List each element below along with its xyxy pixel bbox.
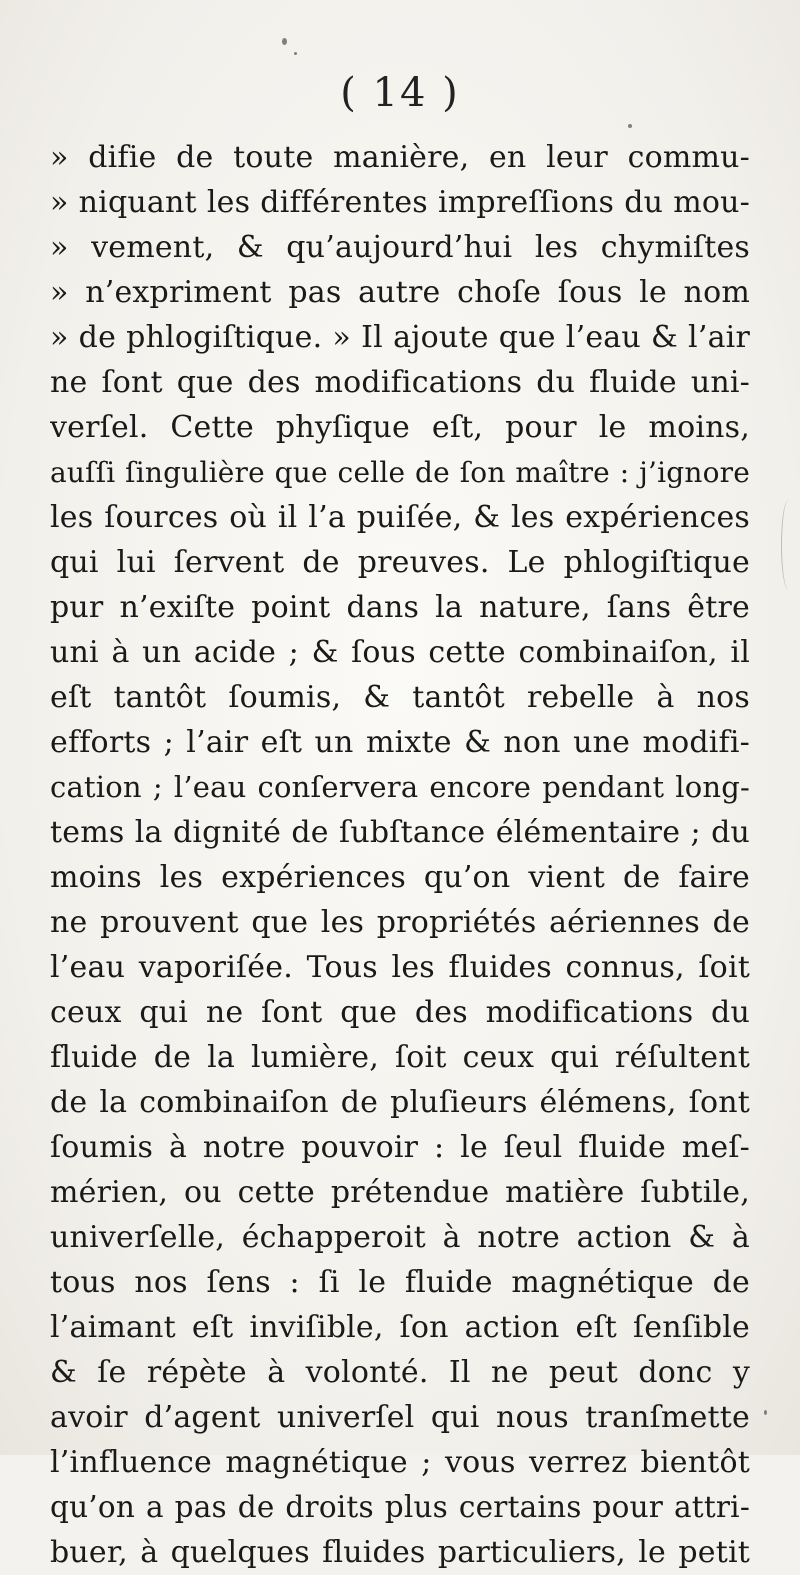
text-line: pur n’exiſte point dans la nature, ſans être (50, 590, 750, 625)
text-line: verſel. Cette phyſique eſt, pour le moins, (50, 410, 750, 445)
text-line: » difie de toute manière, en leur commu- (50, 140, 750, 175)
text-line: ceux qui ne ſont que des modifications du (50, 995, 750, 1030)
text-line: » de phlogiſtique. » Il ajoute que l’eau & l’air (50, 320, 750, 355)
ink-speck (628, 124, 632, 128)
text-line: auſſi ſingulière que celle de ſon maître : j’ignore (50, 456, 750, 489)
body-text (50, 135, 750, 1575)
ink-speck (282, 38, 287, 45)
text-line: qui lui ſervent de preuves. Le phlogiſtique (50, 545, 750, 580)
text-line: ſoumis à notre pouvoir : le ſeul fluide meſ- (50, 1130, 750, 1165)
text-line: efforts ; l’air eſt un mixte & non une modifi- (50, 725, 750, 760)
text-line: qu’on a pas de droits plus certains pour attri- (50, 1490, 750, 1524)
text-line: les ſources où il l’a puiſée, & les expériences (50, 500, 750, 535)
text-line: l’influence magnétique ; vous verrez bientôt (50, 1445, 750, 1480)
text-line: de la combinaiſon de pluſieurs élémens, ſont (50, 1085, 750, 1120)
text-line: mérien, ou cette prétendue matière ſubtile, (50, 1175, 750, 1210)
page-number: ( 14 ) (340, 70, 460, 116)
text-line: uni à un acide ; & ſous cette combinaiſon, il (50, 635, 750, 670)
text-line: buer, à quelques fluides particuliers, le petit (50, 1535, 750, 1570)
text-line: » vement, & qu’aujourd’hui les chymiſtes (50, 230, 750, 265)
text-line: eſt tantôt ſoumis, & tantôt rebelle à nos (50, 680, 750, 715)
text-line: fluide de la lumière, ſoit ceux qui réſultent (50, 1040, 750, 1075)
text-line: l’aimant eſt inviſible, ſon action eſt ſenſible (50, 1310, 750, 1345)
text-line: moins les expériences qu’on vient de faire (50, 860, 750, 895)
text-line: avoir d’agent univerſel qui nous tranſmette (50, 1400, 750, 1435)
text-line: ne prouvent que les propriétés aériennes de (50, 905, 750, 940)
text-line: ne ſont que des modifications du fluide uni- (50, 365, 750, 400)
text-line: » n’expriment pas autre choſe ſous le nom (50, 275, 750, 310)
page-edge-mark (781, 500, 796, 590)
text-line: » niquant les différentes impreſſions du mou- (50, 185, 750, 220)
text-line: & ſe répète à volonté. Il ne peut donc y (50, 1355, 750, 1390)
text-line: cation ; l’eau conſervera encore pendant long- (50, 770, 750, 804)
text-line: tems la dignité de ſubſtance élémentaire ; du (50, 815, 750, 850)
ink-speck (764, 1410, 767, 1415)
text-line: tous nos ſens : ſi le fluide magnétique de (50, 1265, 750, 1300)
text-line: univerſelle, échapperoit à notre action & à (50, 1220, 750, 1255)
text-line: l’eau vaporiſée. Tous les fluides connus, ſoit (50, 950, 750, 985)
ink-speck (294, 52, 297, 55)
